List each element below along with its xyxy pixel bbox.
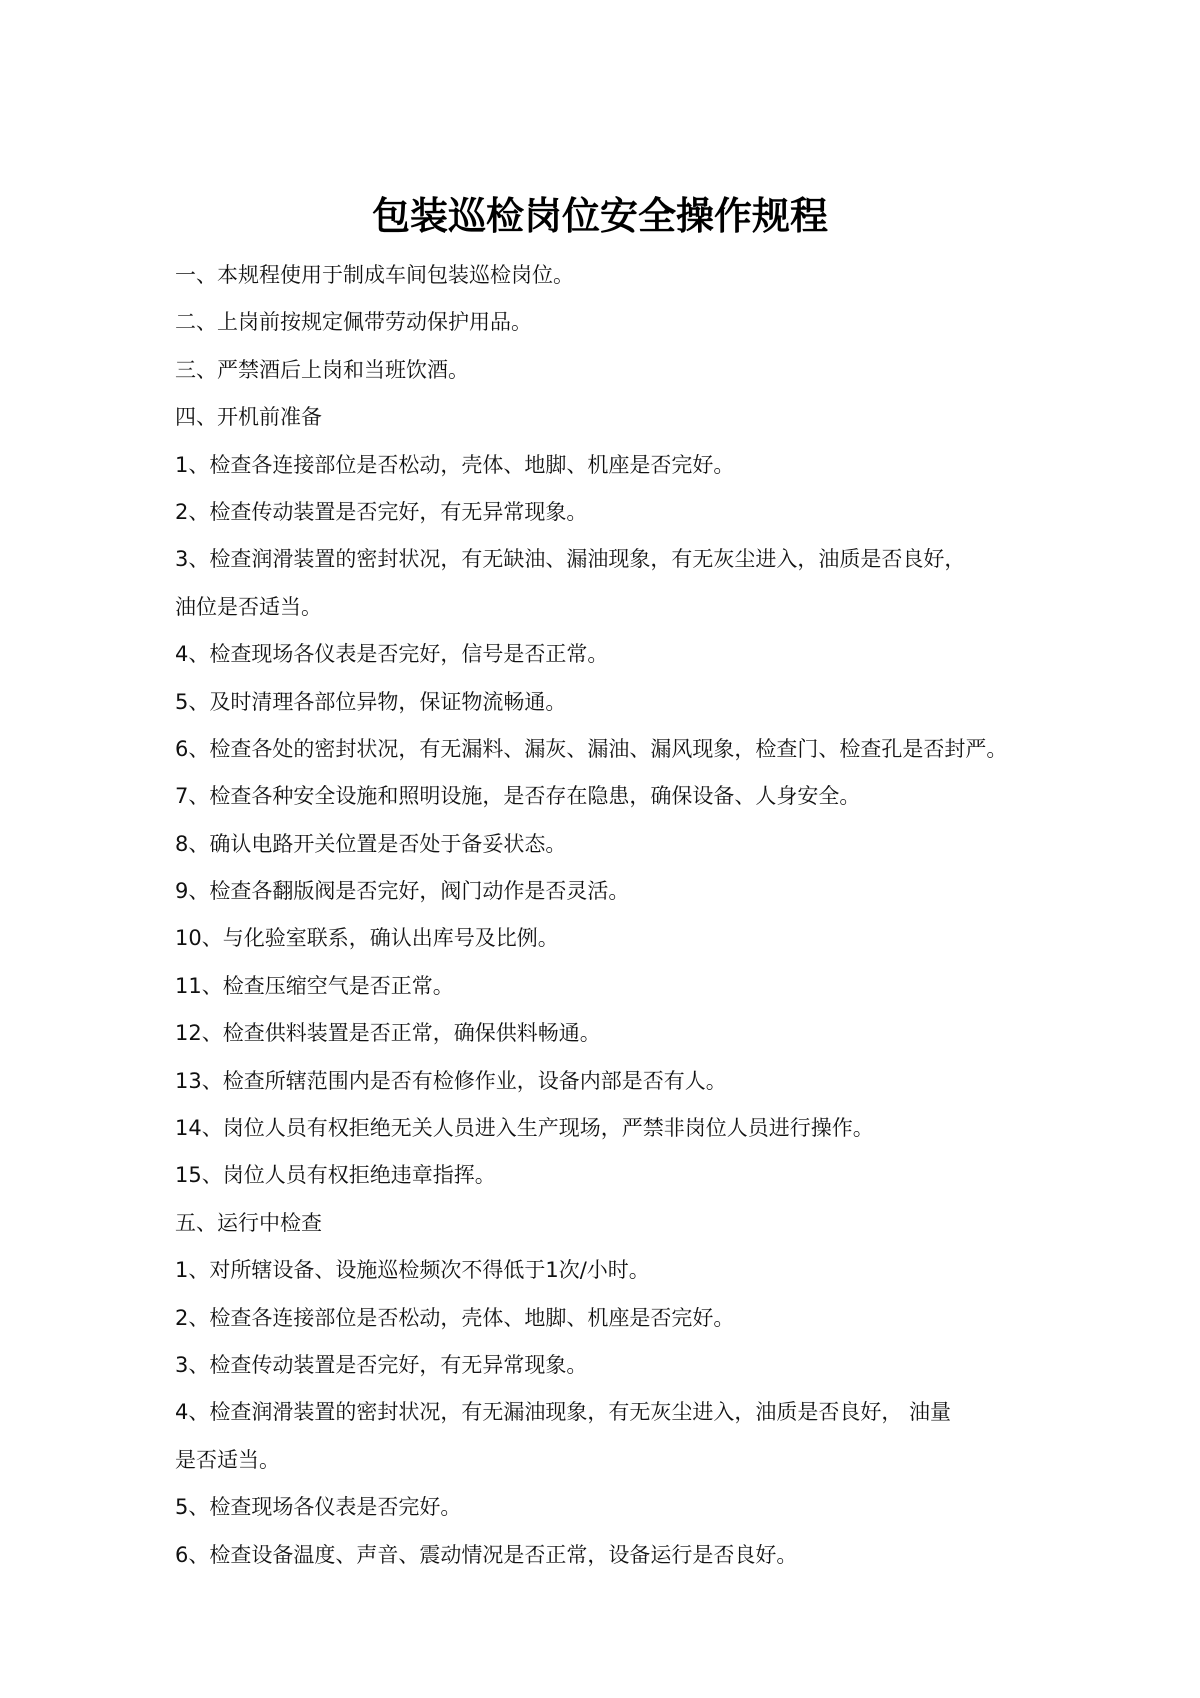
- text-line: 一、本规程使用于制成车间包装巡检岗位。: [175, 263, 574, 287]
- text-line: 二、上岗前按规定佩带劳动保护用品。: [175, 310, 532, 335]
- section-heading: 四、开机前准备: [175, 405, 322, 430]
- text-line: 10、与化验室联系，确认出库号及比例。: [175, 926, 559, 951]
- text-line: 4、检查润滑装置的密封状况，有无漏油现象，有无灰尘进入，油质是否良好， 油量: [175, 1400, 952, 1425]
- text-line: 13、检查所辖范围内是否有检修作业，设备内部是否有人。: [175, 1068, 727, 1093]
- text-line: 12、检查供料装置是否正常，确保供料畅通。: [175, 1021, 601, 1046]
- text-line: 4、检查现场各仪表是否完好，信号是否正常。: [175, 642, 609, 667]
- text-line: 5、检查现场各仪表是否完好。: [175, 1495, 462, 1520]
- text-line: 6、检查各处的密封状况，有无漏料、漏灰、漏油、漏风现象，检查门、检查孔是否封严。: [175, 736, 1008, 761]
- text-line: 15、岗位人员有权拒绝违章指挥。: [175, 1163, 496, 1188]
- text-line: 5、及时清理各部位异物，保证物流畅通。: [175, 689, 567, 714]
- text-line: 1、对所辖设备、设施巡检频次不得低于1次/小时。: [175, 1258, 650, 1283]
- text-line: 6、检查设备温度、声音、震动情况是否正常，设备运行是否良好。: [175, 1542, 798, 1567]
- text-line: 2、检查各连接部位是否松动，壳体、地脚、机座是否完好。: [175, 1305, 735, 1330]
- text-line: 7、检查各种安全设施和照明设施，是否存在隐患，确保设备、人身安全。: [175, 784, 861, 809]
- text-line: 2、检查传动装置是否完好，有无异常现象。: [175, 499, 588, 524]
- text-line: 3、检查润滑装置的密封状况，有无缺油、漏油现象，有无灰尘进入，油质是否良好，: [175, 547, 966, 572]
- text-line: 3、检查传动装置是否完好，有无异常现象。: [175, 1352, 588, 1377]
- text-line: 14、岗位人员有权拒绝无关人员进入生产现场，严禁非岗位人员进行操作。: [175, 1116, 874, 1141]
- text-line: 9、检查各翻版阀是否完好，阀门动作是否灵活。: [175, 879, 630, 904]
- document-body: [175, 252, 1075, 1579]
- section-heading: 五、运行中检查: [175, 1210, 322, 1235]
- text-line: 1、检查各连接部位是否松动，壳体、地脚、机座是否完好。: [175, 452, 735, 477]
- text-line: 是否适当。: [175, 1447, 280, 1472]
- text-line: 油位是否适当。: [175, 594, 322, 619]
- document-title: 包装巡检岗位安全操作规程: [371, 194, 828, 238]
- text-line: 8、确认电路开关位置是否处于备妥状态。: [175, 831, 567, 856]
- text-line: 三、严禁酒后上岗和当班饮酒。: [175, 357, 469, 382]
- text-line: 11、检查压缩空气是否正常。: [175, 973, 454, 998]
